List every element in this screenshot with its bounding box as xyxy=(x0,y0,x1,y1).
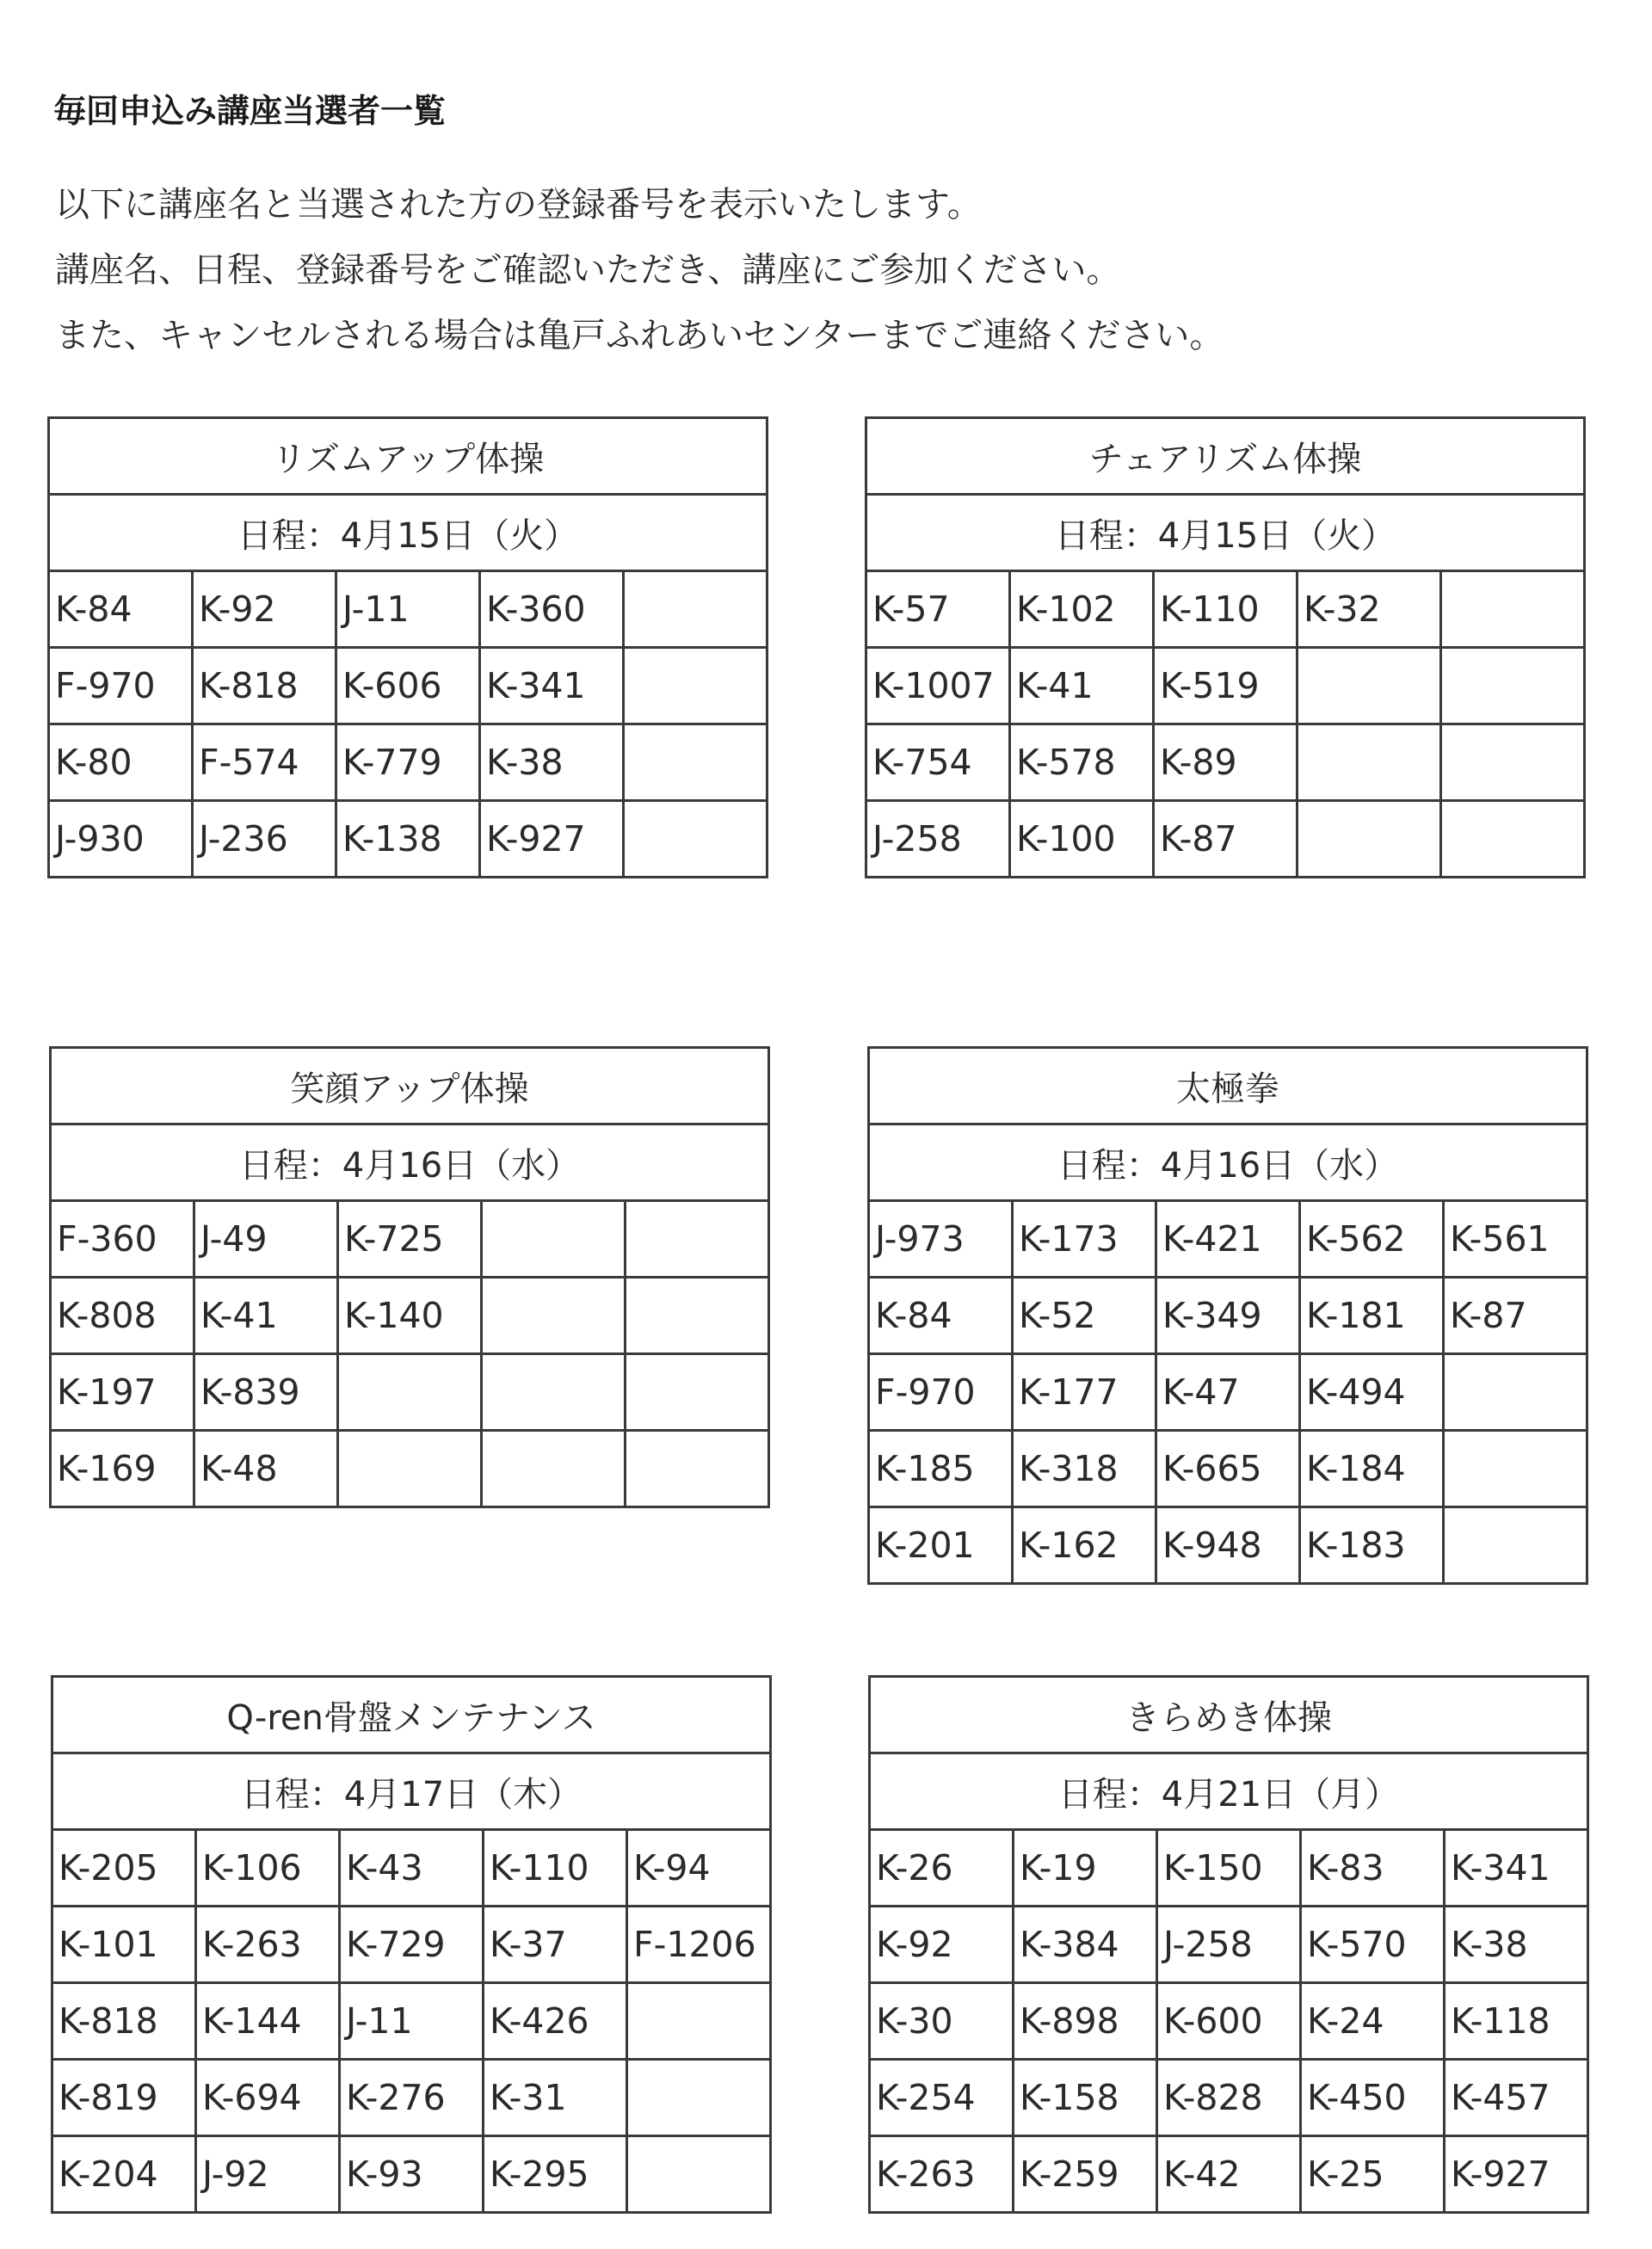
registration-number-cell: K-184 xyxy=(1300,1431,1444,1507)
table-row xyxy=(49,571,767,648)
table-row xyxy=(51,1201,769,1278)
course-name: Q-ren骨盤メンテナンス xyxy=(52,1677,771,1753)
registration-number-cell xyxy=(1298,648,1441,724)
registration-number-cell: K-818 xyxy=(193,648,336,724)
registration-number-cell: K-87 xyxy=(1444,1278,1587,1354)
registration-number-cell xyxy=(1441,724,1585,801)
registration-number-cell xyxy=(482,1354,626,1431)
registration-number-cell: F-970 xyxy=(49,648,193,724)
registration-number-cell: K-84 xyxy=(869,1278,1013,1354)
registration-number-cell: K-26 xyxy=(870,1830,1014,1907)
registration-number-cell: K-24 xyxy=(1301,1983,1445,2060)
registration-number-cell xyxy=(482,1278,626,1354)
registration-number-cell xyxy=(627,2060,771,2136)
course-table xyxy=(868,1675,1589,2214)
registration-number-cell: K-204 xyxy=(52,2136,196,2213)
registration-number-cell xyxy=(627,1983,771,2060)
registration-number-cell xyxy=(1444,1507,1587,1584)
table-row xyxy=(870,1983,1588,2060)
registration-number-cell xyxy=(1444,1431,1587,1507)
registration-number-cell: K-48 xyxy=(194,1431,338,1507)
table-row xyxy=(49,648,767,724)
registration-number-cell: K-818 xyxy=(52,1983,196,2060)
table-row xyxy=(869,1431,1587,1507)
table-row xyxy=(870,2060,1588,2136)
registration-number-cell: K-808 xyxy=(51,1278,194,1354)
registration-number-cell: K-38 xyxy=(480,724,624,801)
table-row xyxy=(52,1830,771,1907)
course-name: 太極拳 xyxy=(869,1048,1587,1124)
table-row xyxy=(869,1201,1587,1278)
table-row xyxy=(870,1830,1588,1907)
registration-number-cell: K-173 xyxy=(1013,1201,1156,1278)
course-name: きらめき体操 xyxy=(870,1677,1588,1753)
course-schedule: 日程：4月16日（水） xyxy=(869,1124,1587,1201)
intro-line: 以下に講座名と当選された方の登録番号を表示いたします。 xyxy=(55,185,982,225)
registration-number-cell: K-102 xyxy=(1010,571,1154,648)
table-row xyxy=(870,2136,1588,2213)
registration-number-cell xyxy=(1441,648,1585,724)
table-row xyxy=(49,801,767,878)
registration-number-cell: K-519 xyxy=(1154,648,1298,724)
registration-number-cell: K-318 xyxy=(1013,1431,1156,1507)
registration-number-cell: K-754 xyxy=(866,724,1010,801)
registration-number-cell: K-106 xyxy=(196,1830,340,1907)
table-row xyxy=(870,1907,1588,1983)
registration-number-cell: K-421 xyxy=(1156,1201,1300,1278)
registration-number-cell: J-92 xyxy=(196,2136,340,2213)
registration-number-cell: K-828 xyxy=(1157,2060,1301,2136)
registration-number-cell: K-158 xyxy=(1014,2060,1157,2136)
table-row xyxy=(49,724,767,801)
registration-number-cell xyxy=(626,1278,769,1354)
registration-number-cell: K-150 xyxy=(1157,1830,1301,1907)
table-row xyxy=(52,1907,771,1983)
registration-number-cell xyxy=(624,571,767,648)
registration-number-cell: K-92 xyxy=(870,1907,1014,1983)
registration-number-cell: K-89 xyxy=(1154,724,1298,801)
registration-number-cell: K-110 xyxy=(1154,571,1298,648)
registration-number-cell: K-162 xyxy=(1013,1507,1156,1584)
registration-number-cell: K-41 xyxy=(194,1278,338,1354)
course-schedule: 日程：4月17日（木） xyxy=(52,1753,771,1830)
registration-number-cell: K-570 xyxy=(1301,1907,1445,1983)
registration-number-cell xyxy=(1298,724,1441,801)
registration-number-cell: K-181 xyxy=(1300,1278,1444,1354)
course-schedule: 日程：4月15日（火） xyxy=(866,495,1585,571)
registration-number-cell: J-49 xyxy=(194,1201,338,1278)
registration-number-cell: K-140 xyxy=(338,1278,482,1354)
registration-number-cell: K-183 xyxy=(1300,1507,1444,1584)
table-row xyxy=(866,724,1585,801)
registration-number-cell: K-384 xyxy=(1014,1907,1157,1983)
registration-number-cell: K-494 xyxy=(1300,1354,1444,1431)
course-name: チェアリズム体操 xyxy=(866,418,1585,495)
registration-number-cell: K-32 xyxy=(1298,571,1441,648)
registration-number-cell: K-84 xyxy=(49,571,193,648)
registration-number-cell xyxy=(624,724,767,801)
table-row xyxy=(52,2136,771,2213)
intro-text xyxy=(55,172,1224,368)
registration-number-cell xyxy=(626,1431,769,1507)
page-title: 毎回申込み講座当選者一覧 xyxy=(53,92,447,130)
registration-number-cell: K-41 xyxy=(1010,648,1154,724)
registration-number-cell: K-37 xyxy=(484,1907,627,1983)
registration-number-cell: K-80 xyxy=(49,724,193,801)
registration-number-cell: K-578 xyxy=(1010,724,1154,801)
registration-number-cell: K-927 xyxy=(480,801,624,878)
course-table xyxy=(867,1046,1588,1585)
registration-number-cell: J-236 xyxy=(193,801,336,878)
table-row xyxy=(51,1431,769,1507)
registration-number-cell: K-30 xyxy=(870,1983,1014,2060)
registration-number-cell: K-205 xyxy=(52,1830,196,1907)
course-table xyxy=(47,416,768,878)
table-row xyxy=(52,1983,771,2060)
registration-number-cell: J-11 xyxy=(340,1983,484,2060)
registration-number-cell: K-42 xyxy=(1157,2136,1301,2213)
table-row xyxy=(869,1354,1587,1431)
registration-number-cell: K-898 xyxy=(1014,1983,1157,2060)
course-table xyxy=(49,1046,770,1508)
registration-number-cell: K-47 xyxy=(1156,1354,1300,1431)
table-row xyxy=(866,801,1585,878)
table-row xyxy=(869,1507,1587,1584)
registration-number-cell: K-25 xyxy=(1301,2136,1445,2213)
table-row xyxy=(869,1278,1587,1354)
table-row xyxy=(866,571,1585,648)
registration-number-cell: K-31 xyxy=(484,2060,627,2136)
registration-number-cell: K-729 xyxy=(340,1907,484,1983)
registration-number-cell: K-450 xyxy=(1301,2060,1445,2136)
registration-number-cell: K-341 xyxy=(1445,1830,1588,1907)
intro-line: また、キャンセルされる場合は亀戸ふれあいセンターまでご連絡ください。 xyxy=(55,316,1224,355)
registration-number-cell: K-259 xyxy=(1014,2136,1157,2213)
registration-number-cell: K-927 xyxy=(1445,2136,1588,2213)
registration-number-cell xyxy=(626,1201,769,1278)
registration-number-cell: K-52 xyxy=(1013,1278,1156,1354)
registration-number-cell xyxy=(624,648,767,724)
intro-line: 講座名、日程、登録番号をご確認いただき、講座にご参加ください。 xyxy=(55,250,1121,290)
registration-number-cell: K-94 xyxy=(627,1830,771,1907)
registration-number-cell: K-110 xyxy=(484,1830,627,1907)
registration-number-cell xyxy=(624,801,767,878)
registration-number-cell: K-118 xyxy=(1445,1983,1588,2060)
registration-number-cell: K-341 xyxy=(480,648,624,724)
registration-number-cell: K-57 xyxy=(866,571,1010,648)
registration-number-cell: J-258 xyxy=(866,801,1010,878)
course-name: 笑顔アップ体操 xyxy=(51,1048,769,1124)
registration-number-cell: K-177 xyxy=(1013,1354,1156,1431)
course-table xyxy=(865,416,1586,878)
registration-number-cell: K-197 xyxy=(51,1354,194,1431)
registration-number-cell: K-100 xyxy=(1010,801,1154,878)
registration-number-cell: K-138 xyxy=(336,801,480,878)
registration-number-cell: K-819 xyxy=(52,2060,196,2136)
registration-number-cell: K-779 xyxy=(336,724,480,801)
registration-number-cell: K-19 xyxy=(1014,1830,1157,1907)
course-table xyxy=(51,1675,772,2214)
registration-number-cell: K-43 xyxy=(340,1830,484,1907)
registration-number-cell xyxy=(627,2136,771,2213)
registration-number-cell: F-574 xyxy=(193,724,336,801)
registration-number-cell: K-360 xyxy=(480,571,624,648)
registration-number-cell: J-258 xyxy=(1157,1907,1301,1983)
registration-number-cell: K-665 xyxy=(1156,1431,1300,1507)
registration-number-cell xyxy=(338,1431,482,1507)
registration-number-cell xyxy=(1441,801,1585,878)
registration-number-cell: J-930 xyxy=(49,801,193,878)
registration-number-cell: J-973 xyxy=(869,1201,1013,1278)
registration-number-cell: K-144 xyxy=(196,1983,340,2060)
registration-number-cell xyxy=(1444,1354,1587,1431)
registration-number-cell: K-185 xyxy=(869,1431,1013,1507)
registration-number-cell: K-38 xyxy=(1445,1907,1588,1983)
registration-number-cell: K-169 xyxy=(51,1431,194,1507)
registration-number-cell: F-1206 xyxy=(627,1907,771,1983)
registration-number-cell: K-201 xyxy=(869,1507,1013,1584)
registration-number-cell: F-360 xyxy=(51,1201,194,1278)
registration-number-cell: K-93 xyxy=(340,2136,484,2213)
registration-number-cell xyxy=(626,1354,769,1431)
registration-number-cell: K-725 xyxy=(338,1201,482,1278)
registration-number-cell: K-83 xyxy=(1301,1830,1445,1907)
registration-number-cell: K-606 xyxy=(336,648,480,724)
registration-number-cell: K-276 xyxy=(340,2060,484,2136)
registration-number-cell: K-426 xyxy=(484,1983,627,2060)
registration-number-cell xyxy=(482,1431,626,1507)
course-name: リズムアップ体操 xyxy=(49,418,767,495)
registration-number-cell: K-1007 xyxy=(866,648,1010,724)
registration-number-cell: F-970 xyxy=(869,1354,1013,1431)
registration-number-cell xyxy=(482,1201,626,1278)
registration-number-cell xyxy=(338,1354,482,1431)
registration-number-cell: K-457 xyxy=(1445,2060,1588,2136)
registration-number-cell: K-263 xyxy=(196,1907,340,1983)
registration-number-cell: K-561 xyxy=(1444,1201,1587,1278)
registration-number-cell: K-87 xyxy=(1154,801,1298,878)
registration-number-cell xyxy=(1441,571,1585,648)
course-schedule: 日程：4月16日（水） xyxy=(51,1124,769,1201)
registration-number-cell: K-562 xyxy=(1300,1201,1444,1278)
table-row xyxy=(866,648,1585,724)
registration-number-cell: K-694 xyxy=(196,2060,340,2136)
registration-number-cell: J-11 xyxy=(336,571,480,648)
registration-number-cell: K-839 xyxy=(194,1354,338,1431)
course-schedule: 日程：4月21日（月） xyxy=(870,1753,1588,1830)
registration-number-cell xyxy=(1298,801,1441,878)
registration-number-cell: K-295 xyxy=(484,2136,627,2213)
table-row xyxy=(51,1354,769,1431)
registration-number-cell: K-948 xyxy=(1156,1507,1300,1584)
registration-number-cell: K-263 xyxy=(870,2136,1014,2213)
table-row xyxy=(51,1278,769,1354)
registration-number-cell: K-349 xyxy=(1156,1278,1300,1354)
registration-number-cell: K-254 xyxy=(870,2060,1014,2136)
registration-number-cell: K-92 xyxy=(193,571,336,648)
table-row xyxy=(52,2060,771,2136)
registration-number-cell: K-101 xyxy=(52,1907,196,1983)
registration-number-cell: K-600 xyxy=(1157,1983,1301,2060)
course-schedule: 日程：4月15日（火） xyxy=(49,495,767,571)
